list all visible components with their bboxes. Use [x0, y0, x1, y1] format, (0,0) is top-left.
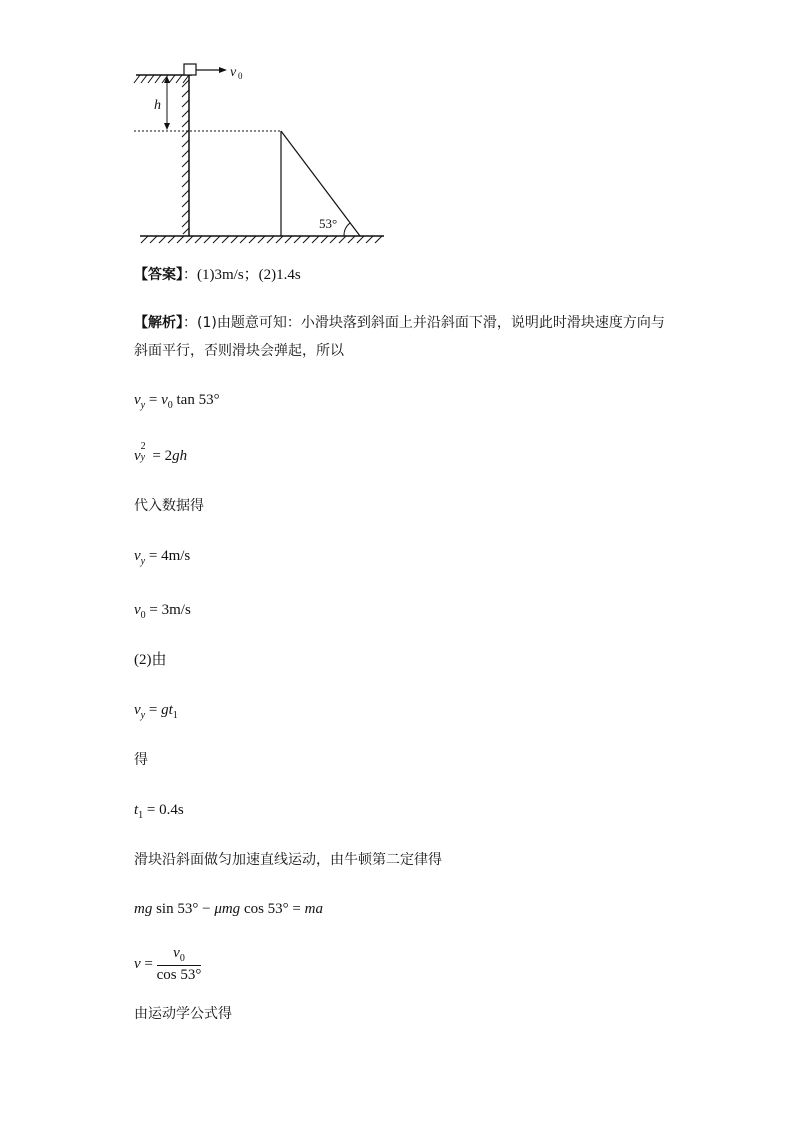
eq4-lhs-sub: 0: [140, 610, 146, 621]
top-ledge-hatching: [134, 75, 189, 83]
eq3-lhs: v: [134, 548, 141, 564]
eq1-rhs-sub: 0: [167, 400, 173, 411]
eq1-tail: tan 53°: [172, 392, 220, 408]
eq2-lhs: v: [134, 448, 141, 464]
eq6-rhs: = 0.4s: [143, 802, 184, 818]
height-arrowhead-bottom: [164, 123, 170, 130]
analysis-colon: ：: [183, 315, 197, 331]
eq5-lhs-sub: y: [140, 710, 146, 721]
text-substitute: 代入数据得: [134, 498, 204, 514]
analysis-label: 【解析】: [134, 315, 183, 331]
eq5-equals: =: [145, 702, 162, 718]
eq7-sin: sin 53° −: [152, 901, 215, 917]
wall-hatching: [182, 80, 189, 234]
ground-hatching: [141, 236, 382, 243]
equation-v0-value: [134, 600, 191, 626]
analysis-line-2: 斜面平行，否则滑块会弹起，所以: [134, 343, 344, 359]
equation-vy-value: [134, 546, 190, 572]
eq7-ma: ma: [304, 901, 323, 917]
eq5-rhs: gt: [161, 702, 173, 718]
eq8-lhs: v: [134, 955, 141, 972]
eq8-equals: =: [140, 955, 157, 972]
eq1-lhs-sub: y: [140, 400, 146, 411]
angle-arc: [344, 223, 350, 236]
physics-diagram: [130, 58, 400, 248]
eq1-lhs: v: [134, 392, 141, 408]
eq7-cos: cos 53° =: [240, 901, 305, 917]
text-kinematics: 由运动学公式得: [134, 1006, 232, 1022]
equation-newton: [134, 899, 323, 919]
angle-label: 53°: [319, 216, 338, 231]
eq6-lhs: t: [134, 802, 139, 818]
eq7-mu: μ: [214, 901, 222, 917]
eq8-numerator-sub: 0: [179, 953, 185, 964]
equation-vy-tan: [134, 390, 220, 416]
answer-text: (1)3m/s；(2)1.4s: [197, 267, 301, 283]
eq4-rhs: = 3m/s: [145, 602, 191, 618]
eq8-numerator: v: [173, 945, 180, 961]
equation-v-fraction: [134, 945, 201, 984]
slider-block: [184, 64, 196, 75]
eq1-rhs: v: [161, 392, 168, 408]
equation-vy-squared: [134, 441, 188, 466]
eq1-equals: =: [145, 392, 162, 408]
equation-vy-gt: [134, 700, 178, 726]
equation-t1-value: [134, 800, 184, 826]
eq7-mg2: mg: [221, 901, 241, 917]
text-de: 得: [134, 752, 148, 768]
answer-line: [134, 265, 301, 285]
eq5-lhs: v: [134, 702, 141, 718]
eq2-lhs-sub: y: [140, 452, 146, 463]
eq3-lhs-sub: y: [140, 556, 146, 567]
velocity-arrowhead: [219, 67, 227, 73]
eq6-lhs-sub: 1: [138, 810, 144, 821]
eq5-rhs-sub: 1: [172, 710, 178, 721]
eq8-fraction: [157, 945, 202, 984]
eq2-equals: = 2: [148, 448, 173, 464]
velocity-subscript: 0: [238, 71, 243, 81]
eq2-rhs: gh: [172, 448, 188, 464]
velocity-label: v: [230, 65, 237, 80]
eq4-lhs: v: [134, 602, 141, 618]
text-part2: (2)由: [134, 652, 167, 668]
text-slide: 滑块沿斜面做匀加速直线运动，由牛顿第二定律得: [134, 852, 442, 868]
eq3-rhs: = 4m/s: [145, 548, 191, 564]
eq2-lhs-sup: 2: [140, 441, 146, 452]
answer-colon: ：: [183, 267, 197, 283]
height-label: h: [154, 98, 161, 113]
answer-label: 【答案】: [134, 267, 183, 283]
analysis-line-1: [134, 313, 665, 333]
eq8-denominator: cos 53°: [156, 967, 202, 983]
analysis-text-1: (1)由题意可知：小滑块落到斜面上并沿斜面下滑，说明此时滑块速度方向与: [197, 315, 665, 331]
eq7-mg1: mg: [134, 901, 153, 917]
